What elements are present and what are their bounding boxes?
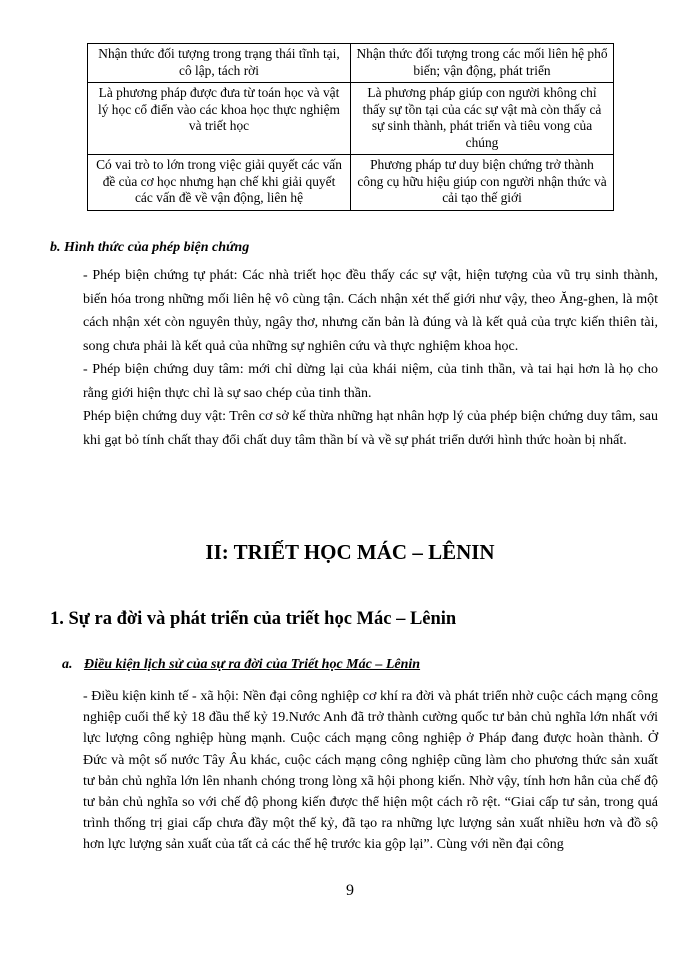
section-b-heading: b. Hình thức của phép biện chứng xyxy=(50,240,250,255)
subsection-a-heading xyxy=(62,657,420,673)
comparison-table xyxy=(87,43,614,211)
table-cell: Nhận thức đối tượng trong trạng thái tĩnh tại, cô lập, tách rời xyxy=(88,44,351,83)
paragraph-economic-conditions: - Điều kiện kinh tế - xã hội: Nền đại công nghiệp cơ khí ra đời và phát triển nhờ cuộc cách mạng công nghiệp cuối thế kỷ 18 đầu thế kỷ 19.Nước Anh đã trở thành cường quốc tư bản chủ nghĩa lớn nhất với lực lượng công nghiệp hùng mạnh. Cuộc cách mạng công nghiệp ở Pháp đang được hoàn thành. Ở Đức và một số nước Tây Âu khác, cuộc cách mạng công nghiệp cũng làm cho phương thức sản xuất tư bản chủ nghĩa lớn lên nhanh chóng trong lòng xã hội phong kiến. Nhờ vậy, tính hơn hẳn của chế độ tư bản chủ nghĩa so với chế độ phong kiến được thể hiện một cách rõ rệt. “Giai cấp tư sản, trong quá trình thống trị giai cấp chưa đầy một thế kỷ, đã tạo ra những lực lượng sản xuất nhiều hơn và đồ sộ hơn lực lượng sản xuất của tất cả các thế hệ trước kia gộp lại”. Cùng với nền đại công xyxy=(83,689,658,853)
table-cell: Là phương pháp giúp con người không chỉ thấy sự tồn tại của các sự vật mà còn thấy cả sự sinh thành, phát triển và tiêu vong của chúng xyxy=(351,83,614,155)
subsection-a-label: a. xyxy=(62,657,73,672)
table-row xyxy=(88,155,614,211)
subsection-a-title: Điều kiện lịch sử của sự ra đời của Triết học Mác – Lênin xyxy=(84,657,421,672)
table-cell: Phương pháp tư duy biện chứng trở thành công cụ hữu hiệu giúp con người nhận thức và cải tạo thế giới xyxy=(351,155,614,211)
page-number: 9 xyxy=(346,882,354,899)
table-row xyxy=(88,44,614,83)
table-cell: Có vai trò to lớn trong việc giải quyết các vấn đề của cơ học nhưng hạn chế khi giải quyết các vấn đề về vận động, liên hệ xyxy=(88,155,351,211)
part-title: II: TRIẾT HỌC MÁC – LÊNIN xyxy=(205,540,495,564)
paragraph-spontaneous-dialectics: - Phép biện chứng tự phát: Các nhà triết học đều thấy các sự vật, hiện tượng của vũ trụ sinh thành, biến hóa trong những mối liên hệ vô cùng tận. Cách nhận xét thế giới như vậy, theo Ăng-ghen, là một cách nhận xét còn nguyên thủy, ngây thơ, nhưng căn bản là đúng và là kết quả của trực kiến thiên tài, song chưa phải là kết quả của những sự nghiên cứu và thực nghiệm khoa học. xyxy=(83,268,658,354)
paragraph-materialist-dialectics: Phép biện chứng duy vật: Trên cơ sở kế thừa những hạt nhân hợp lý của phép biện chứng duy tâm, sau khi gạt bỏ tính chất thay đổi chất duy tâm thần bí và về sự phát triển dưới hình thức hoàn bị nhất. xyxy=(83,409,658,448)
paragraph-idealist-dialectics: - Phép biện chứng duy tâm: mới chỉ dừng lại của khái niệm, của tinh thần, và tai hại hơn là họ cho rằng giới hiện thực chỉ là sự sao chép của tinh thần. xyxy=(83,362,658,401)
table-row xyxy=(88,83,614,155)
table-cell: Là phương pháp được đưa từ toán học và vật lý học cổ điển vào các khoa học thực nghiệm và triết học xyxy=(88,83,351,155)
section-1-heading: 1. Sự ra đời và phát triển của triết học Mác – Lênin xyxy=(50,609,457,629)
table-cell: Nhận thức đối tượng trong các mối liên hệ phổ biến; vận động, phát triển xyxy=(351,44,614,83)
